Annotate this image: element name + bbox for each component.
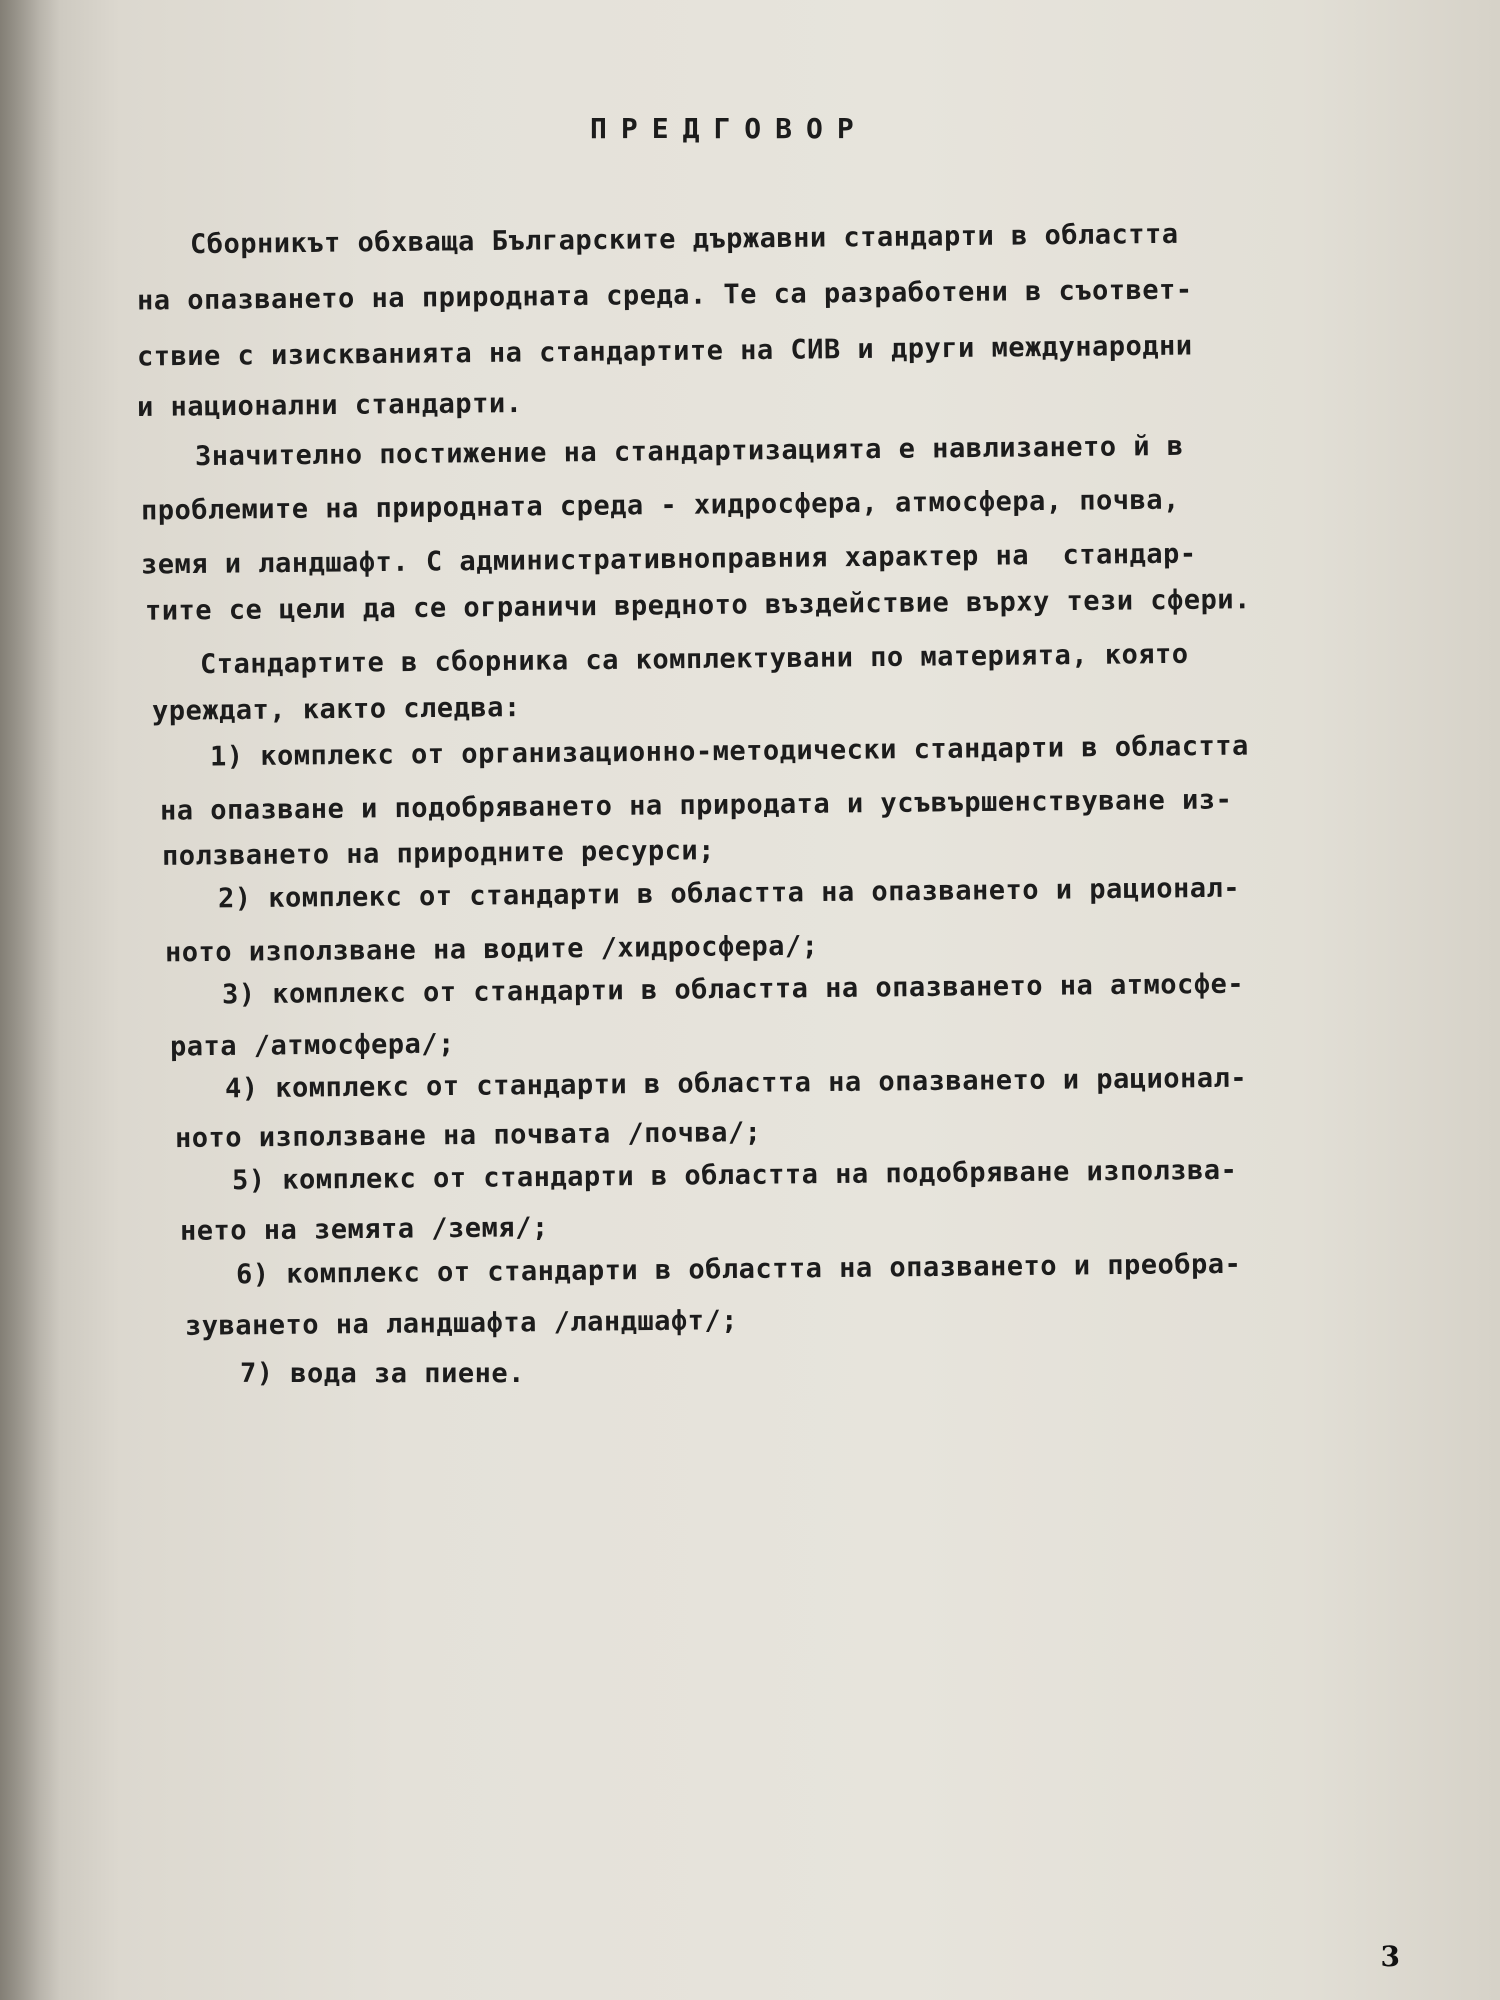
list-item: 4) комплекс от стандарти в областта на опазването и рационал- (224, 1062, 1248, 1105)
list-item: 5) комплекс от стандарти в областта на подобряване използва- (231, 1154, 1238, 1197)
list-item: 2) комплекс от стандарти в областта на опазването и рационал- (217, 872, 1241, 915)
body-line: земя и ландшафт. С административноправния характер на стандар- (140, 538, 1197, 581)
page-title: ПРЕДГОВОР (590, 112, 868, 145)
list-item-continuation: рата /атмосфера/; (169, 1028, 455, 1063)
list-item: 1) комплекс от организационно-методически стандарти в областта (209, 730, 1249, 773)
body-line: проблемите на природната среда - хидросфера, атмосфера, почва, (140, 484, 1180, 527)
body-line: Стандартите в сборника са комплектувани по материята, която (199, 638, 1189, 681)
list-item-continuation: ползването на природните ресурси; (161, 835, 716, 872)
page-number: 3 (1380, 1940, 1400, 1973)
list-item-continuation: ното използване на водите /хидросфера/; (164, 930, 819, 969)
list-item-continuation: зуването на ландшафта /ландшафт/; (184, 1305, 739, 1342)
list-item-continuation: нето на земята /земя/; (179, 1212, 549, 1247)
body-line: тите се цели да се ограничи вредното въздействие върху тези сфери. (144, 584, 1251, 627)
list-item-continuation: ното използване на почвата /почва/; (174, 1116, 762, 1155)
body-line: уреждат, както следва: (151, 692, 521, 727)
body-line: ствие с изискванията на стандартите на СИВ и други международни (136, 330, 1193, 373)
list-item-continuation: на опазване и подобряването на природата и усъвършенствуване из- (159, 784, 1233, 827)
body-line: Сборникът обхваща Българските държавни стандарти в областта (189, 218, 1179, 261)
list-item: 3) комплекс от стандарти в областта на опазването на атмосфе- (221, 968, 1245, 1011)
list-item: 7) вода за пиене. (240, 1358, 525, 1389)
body-line: на опазването на природната среда. Те са разработени в съответ- (136, 274, 1193, 317)
body-line: Значително постижение на стандартизацията е навлизането й в (194, 430, 1184, 473)
body-line: и национални стандарти. (136, 387, 523, 424)
list-item: 6) комплекс от стандарти в областта на опазването и преобра- (235, 1248, 1242, 1291)
